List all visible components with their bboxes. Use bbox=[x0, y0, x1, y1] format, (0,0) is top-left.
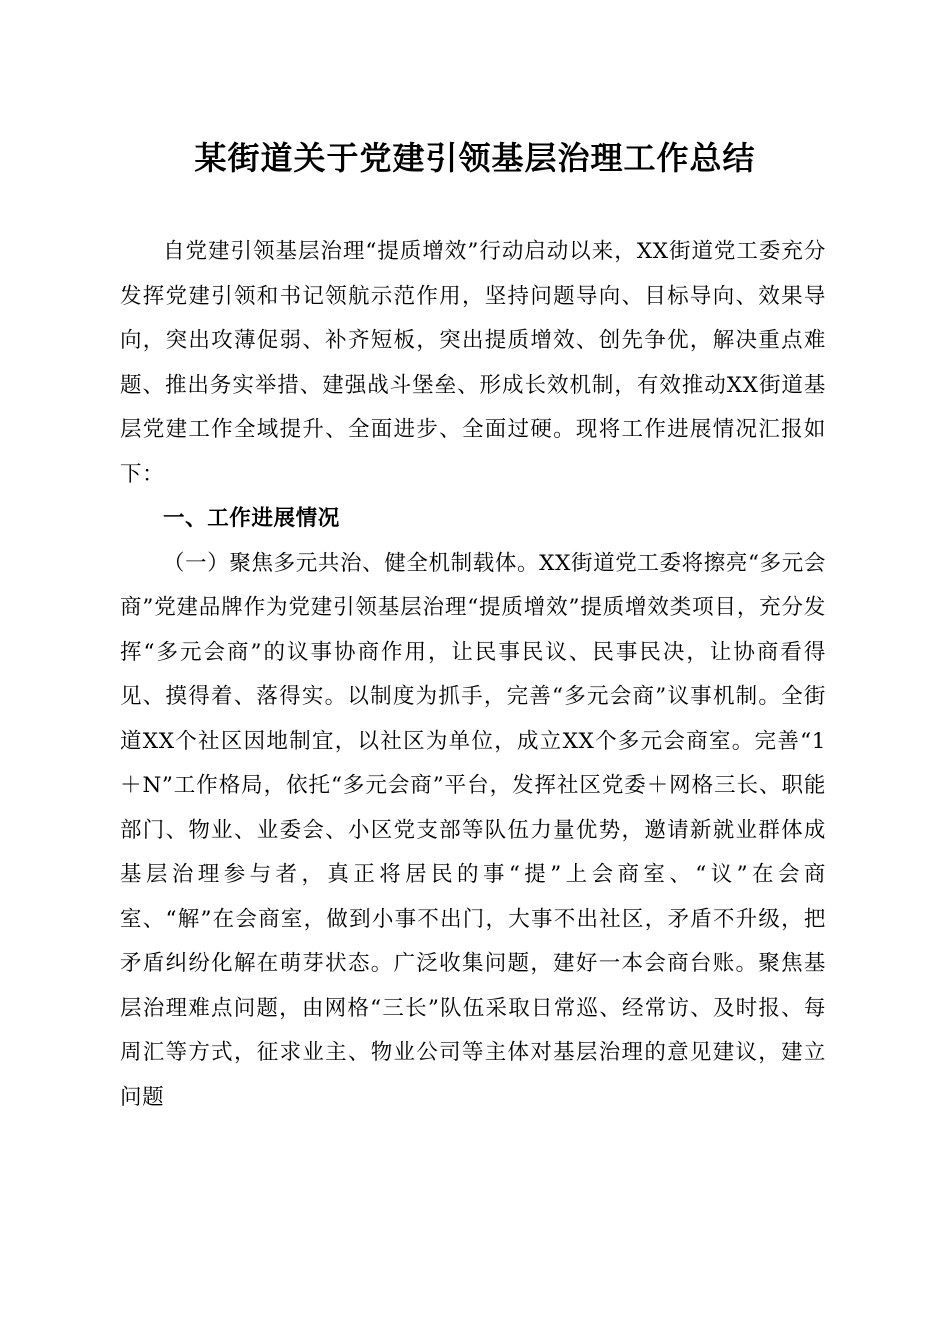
subsection-heading: （一）聚焦多元共治、健全机制载体。 bbox=[163, 550, 540, 576]
subsection-body: XX街道党工委将擦亮“多元会商”党建品牌作为党建引领基层治理“提质增效”提质增效类项目，充分发挥“多元会商”的议事协商作用，让民事民议、民事民决，让协商看得见、摸得着、落得实。以制度为抓手，完善“多元会商”议事机制。全街道XX个社区因地制宜，以社区为单位，成立XX个多元会商室。完善“1＋N”工作格局，依托“多元会商”平台，发挥社区党委＋网格三长、职能部门、物业、业委会、小区党支部等队伍力量优势，邀请新就业群体成基层治理参与者，真正将居民的事“提”上会商室、“议”在会商室、“解”在会商室，做到小事不出门，大事不出社区，矛盾不升级，把矛盾纠纷化解在萌芽状态。广泛收集问题，建好一本会商台账。聚焦基层治理难点问题，由网格“三长”队伍采取日常巡、经常访、及时报、每周汇等方式，征求业主、物业公司等主体对基层治理的意见建议，建立问题 bbox=[120, 550, 827, 1110]
document-body bbox=[120, 230, 826, 1120]
subsection-paragraph bbox=[120, 542, 826, 1121]
document-title: 某街道关于党建引领基层治理工作总结 bbox=[194, 139, 756, 177]
section-heading: 一、工作进展情况 bbox=[163, 506, 340, 531]
intro-paragraph: 自党建引领基层治理“提质增效”行动启动以来，XX街道党工委充分发挥党建引领和书记领航示范作用，坚持问题导向、目标导向、效果导向，突出攻薄促弱、补齐短板，突出提质增效、创先争优，解决重点难题、推出务实举措、建强战斗堡垒、形成长效机制，有效推动XX街道基层党建工作全域提升、全面进步、全面过硬。现将工作进展情况汇报如下： bbox=[120, 239, 826, 487]
